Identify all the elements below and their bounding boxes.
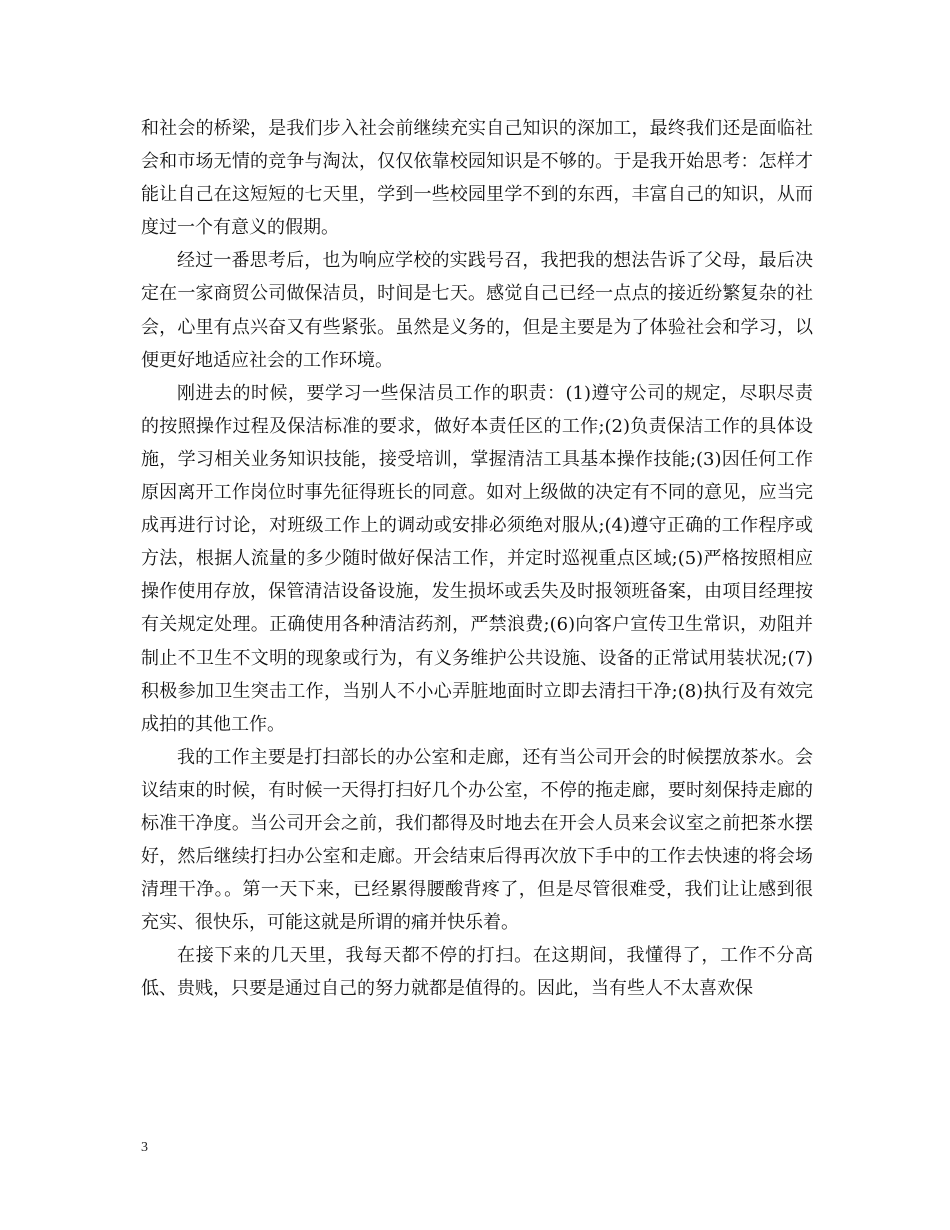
page-number: 3 bbox=[141, 1140, 148, 1155]
paragraph-5: 在接下来的几天里，我每天都不停的打扫。在这期间，我懂得了，工作不分高低、贵贱，只要是通过自己的努力就都是值得的。因此，当有些人不太喜欢保 bbox=[141, 945, 813, 1000]
paragraph-4: 我的工作主要是打扫部长的办公室和走廊，还有当公司开会的时候摆放茶水。会议结束的时候，有时候一天得打扫好几个办公室，不停的拖走廊，要时刻保持走廊的标准干净度。当公司开会之前，我们都得及时地去在开会人员来会议室之前把茶水摆好，然后继续打扫办公室和走廊。开会结束后得再次放下手中的工作去快速的将会场清理干净。。第一天下来，已经累得腰酸背疼了，但是尽管很难受，我们让让感到很充实、很快乐，可能这就是所谓的痛并快乐着。 bbox=[141, 746, 813, 934]
paragraph-2: 经过一番思考后，也为响应学校的实践号召，我把我的想法告诉了父母，最后决定在一家商贸公司做保洁员，时间是七天。感觉自己已经一点点的接近纷繁复杂的社会，心里有点兴奋又有些紧张。虽然是义务的，但是主要是为了体验社会和学习，以便更好地适应社会的工作环境。 bbox=[141, 250, 813, 371]
paragraph-1: 和社会的桥梁，是我们步入社会前继续充实自己知识的深加工，最终我们还是面临社会和市场无情的竞争与淘汰，仅仅依靠校园知识是不够的。于是我开始思考：怎样才能让自己在这短短的七天里，学到一些校园里学不到的东西，丰富自己的知识，从而度过一个有意义的假期。 bbox=[141, 118, 813, 239]
paragraph-3: 刚进去的时候，要学习一些保洁员工作的职责：(1)遵守公司的规定，尽职尽责的按照操作过程及保洁标准的要求，做好本责任区的工作;(2)负责保洁工作的具体设施，学习相关业务知识技能，接受培训，掌握清洁工具基本操作技能;(3)因任何工作原因离开工作岗位时事先征得班长的同意。如对上级做的决定有不同的意见，应当完成再进行讨论，对班级工作上的调动或安排必须绝对服从;(4)遵守正确的工作程序或方法，根据人流量的多少随时做好保洁工作，并定时巡视重点区域;(5)严格按照相应操作使用存放，保管清洁设备设施，发生损坏或丢失及时报领班备案，由项目经理按有关规定处理。正确使用各种清洁药剂，严禁浪费;(6)向客户宣传卫生常识，劝阻并制止不卫生不文明的现象或行为，有义务维护公共设施、设备的正常试用装状况;(7)积极参加卫生突击工作，当别人不小心弄脏地面时立即去清扫干净;(8)执行及有效完成拍的其他工作。 bbox=[141, 382, 813, 735]
document-body bbox=[141, 112, 813, 1006]
